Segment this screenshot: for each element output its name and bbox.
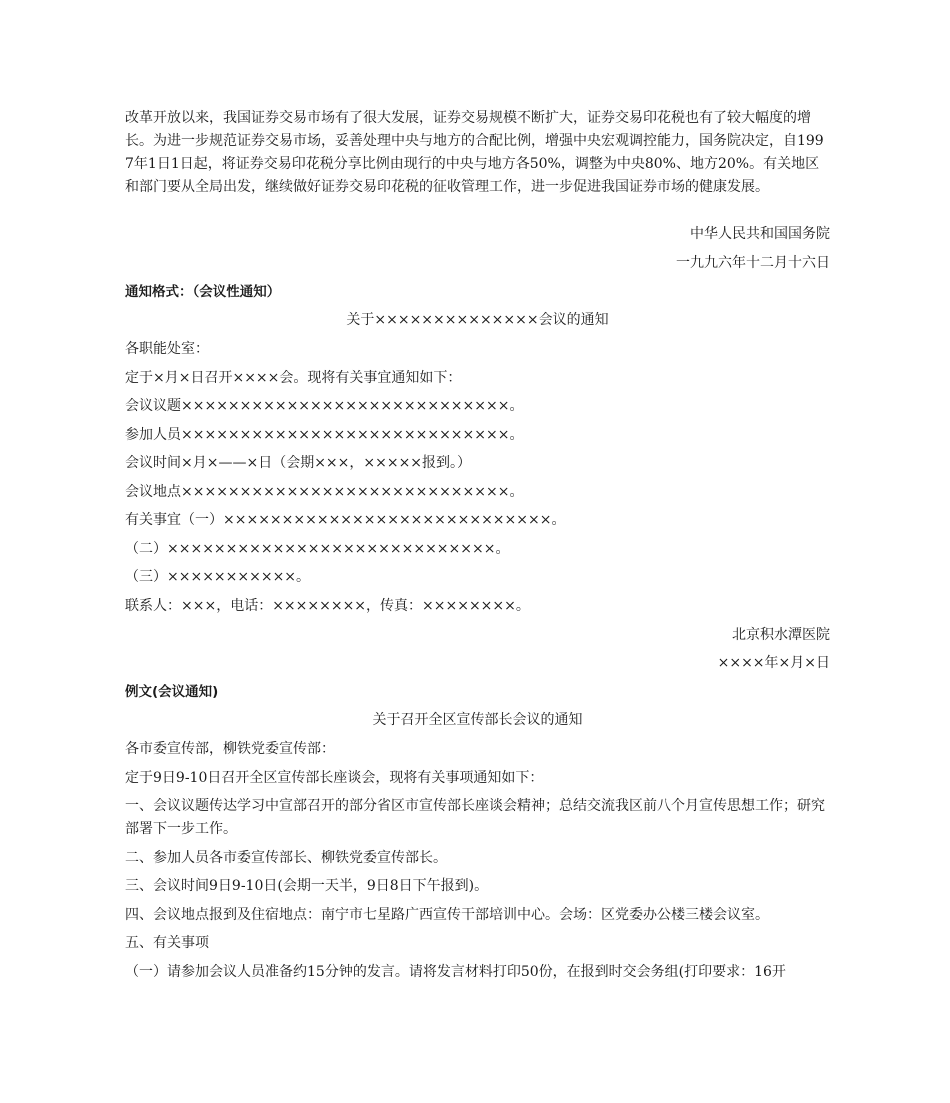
format-line: 参加人员××××××××××××××××××××××××××××。 (125, 427, 524, 443)
example-recipient: 各市委宣传部，柳铁党委宣传部： (125, 741, 335, 757)
format-line: 会议议题××××××××××××××××××××××××××××。 (125, 398, 524, 414)
format-line: 会议时间×月×——×日（会期×××，×××××报到。） (125, 455, 472, 471)
format-line: 会议地点××××××××××××××××××××××××××××。 (125, 484, 524, 500)
format-notice-title: 关于××××××××××××××会议的通知 (346, 312, 609, 328)
format-line: 联系人：×××，电话：××××××××，传真：××××××××。 (125, 598, 530, 614)
format-line: （三）×××××××××××。 (125, 569, 311, 585)
example-section-heading: 例文(会议通知) (125, 684, 219, 700)
format-recipient: 各职能处室： (125, 341, 209, 357)
example-line: 五、有关事项 (125, 935, 209, 951)
format-section-heading: 通知格式：（会议性通知） (125, 284, 281, 300)
example-line: 三、会议时间9日9-10日(会期一天半，9日8日下午报到)。 (125, 878, 489, 894)
format-line: 定于×月×日召开××××会。现将有关事宜通知如下： (125, 370, 462, 386)
format-line: 有关事宜（一）××××××××××××××××××××××××××××。 (125, 512, 566, 528)
example-line: 一、会议议题传达学习中宣部召开的部分省区市宣传部长座谈会精神；总结交流我区前八个月宣传思想工作；研究部署下一步工作。 (125, 798, 825, 837)
notice-body-paragraph: 改革开放以来，我国证券交易市场有了很大发展，证券交易规模不断扩大，证券交易印花税也有了较大幅度的增长。为进一步规范证券交易市场，妥善处理中央与地方的合配比例，增强中央宏观调控能力，国务院决定，自1997年1日1日起，将证券交易印花税分享比例由现行的中央与地方各50%，调整为中央80%、地方20%。有关地区和部门要从全局出发，继续做好证券交易印花税的征收管理工作，进一步促进我国证券市场的健康发展。 (125, 110, 824, 195)
example-notice-title: 关于召开全区宣传部长会议的通知 (372, 712, 583, 728)
format-line: （二）××××××××××××××××××××××××××××。 (125, 541, 510, 557)
format-date: ××××年×月×日 (717, 655, 830, 671)
example-line: 四、会议地点报到及住宿地点：南宁市七星路广西宣传干部培训中心。会场：区党委办公楼三楼会议室。 (125, 907, 769, 923)
issuer-signature: 中华人民共和国国务院 (690, 226, 830, 242)
issue-date: 一九九六年十二月十六日 (676, 255, 830, 271)
format-signature: 北京积水潭医院 (732, 627, 830, 643)
example-line: （一）请参加会议人员准备约15分钟的发言。请将发言材料打印50份，在报到时交会务组(打印要求：16开 (125, 964, 786, 980)
example-line: 二、参加人员各市委宣传部长、柳铁党委宣传部长。 (125, 850, 447, 866)
example-line: 定于9日9-10日召开全区宣传部长座谈会，现将有关事项通知如下： (125, 770, 544, 786)
